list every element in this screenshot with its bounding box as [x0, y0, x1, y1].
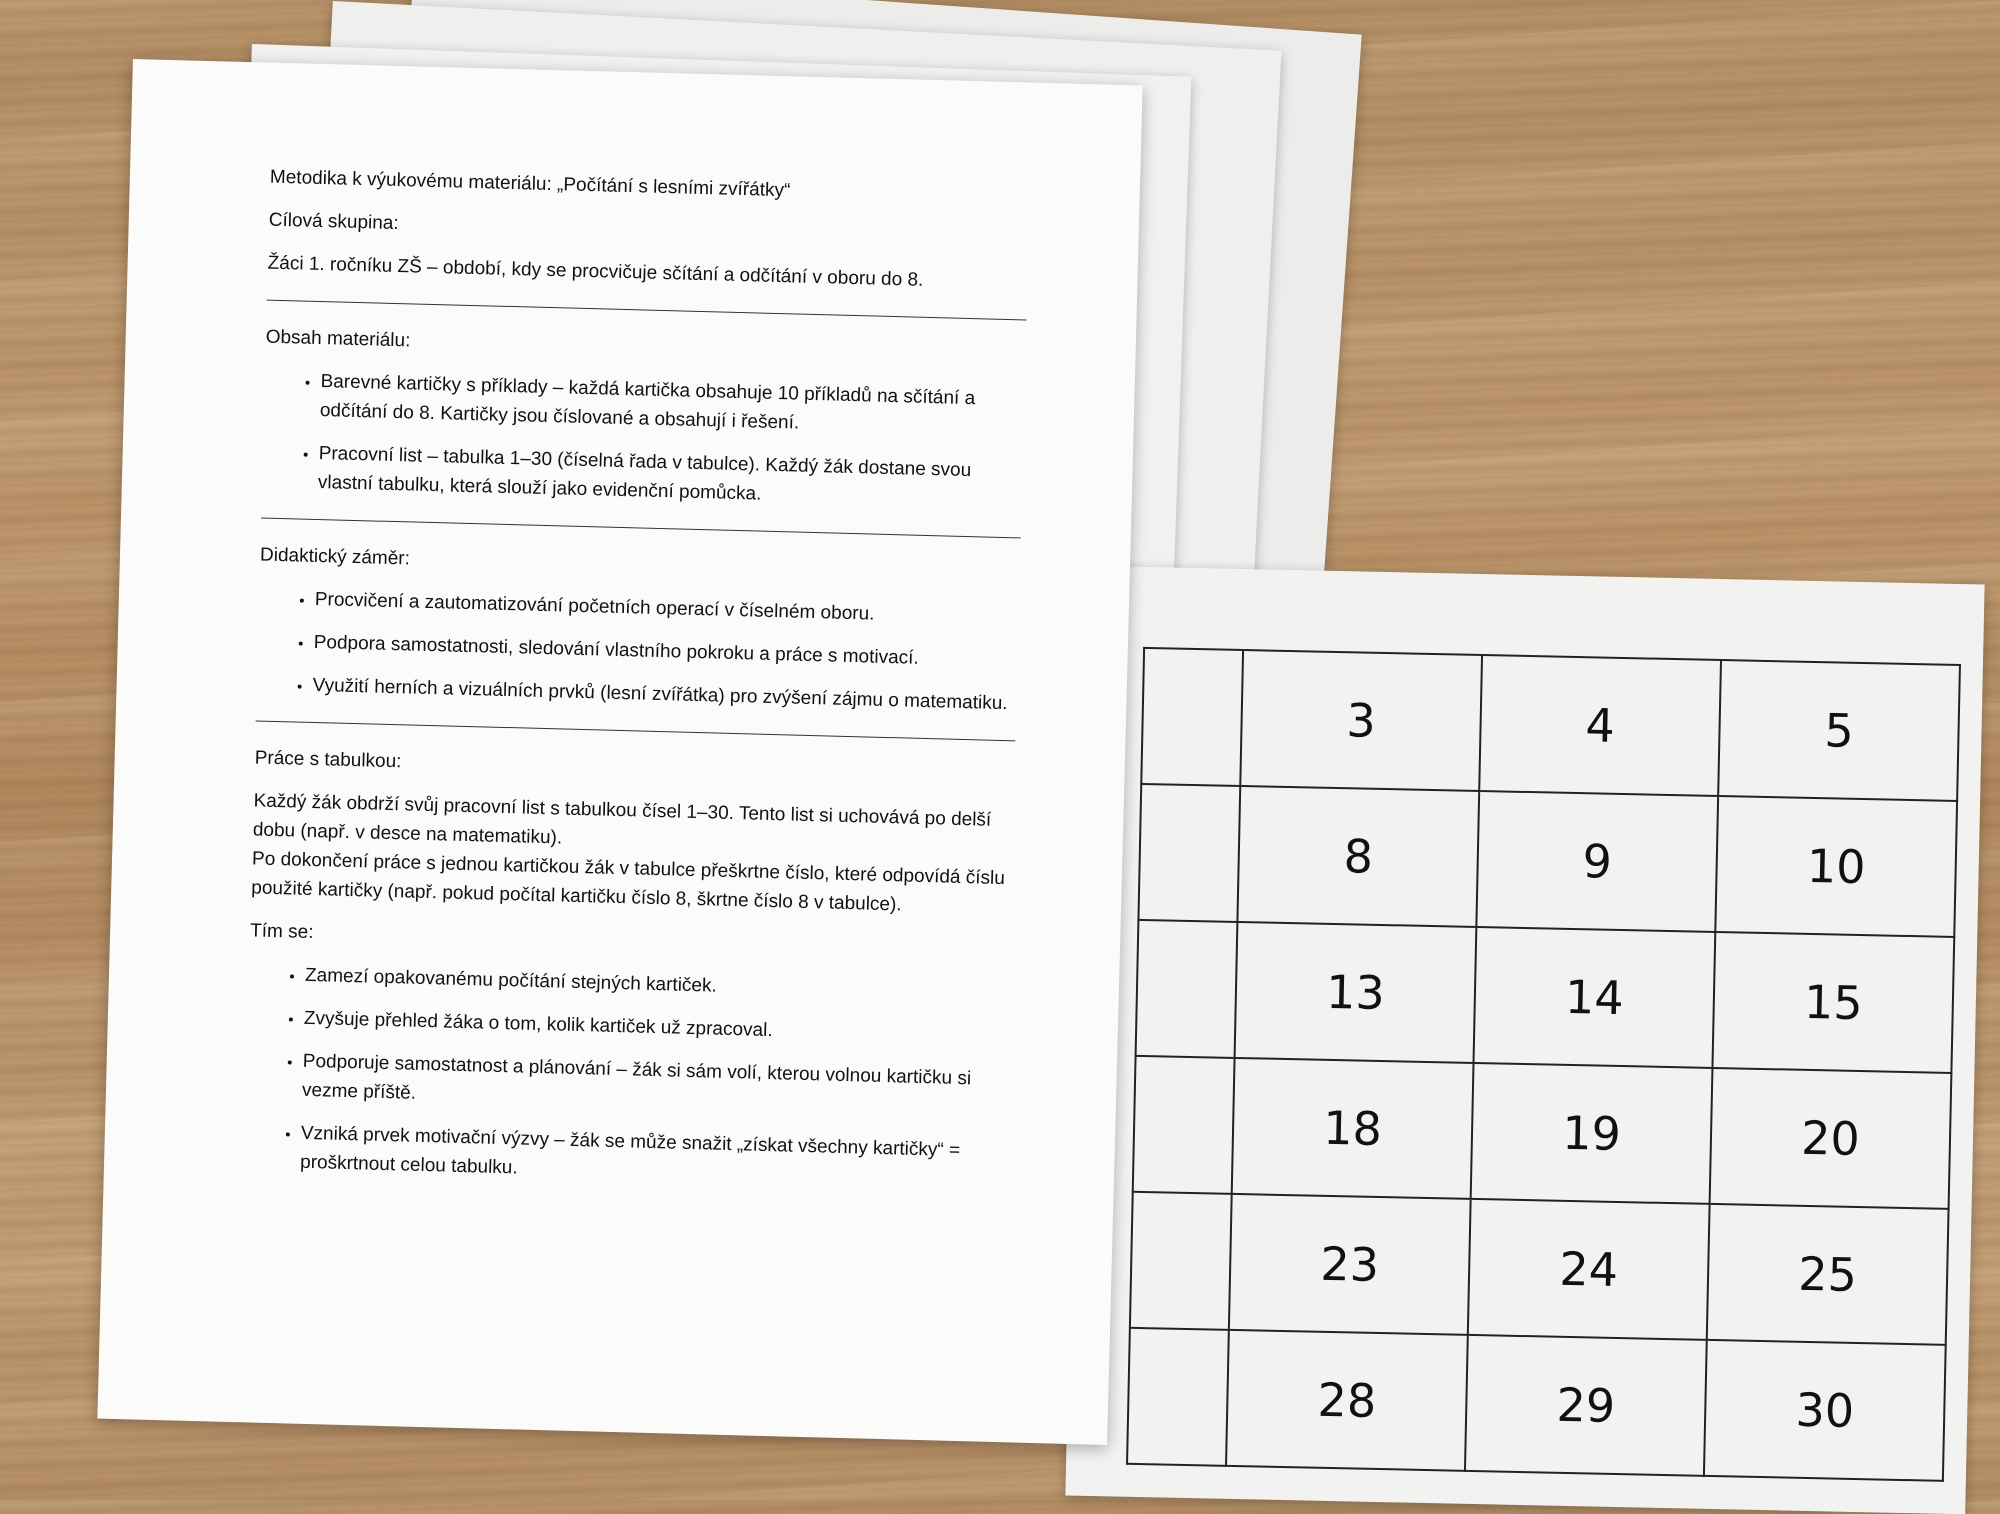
table-cell: 10 [1715, 796, 1957, 937]
table-cell [1141, 648, 1243, 786]
result-list [244, 959, 1009, 1195]
divider [256, 720, 1016, 741]
list-item: • Vzniká prvek motivační výzvy – žák se může snažit „získat všechny kartičky“ = proškrtnout celou tabulku. [300, 1119, 1005, 1195]
target-group-text: Žáci 1. ročníku ZŠ – období, kdy se procvičuje sčítání a odčítání v oboru do 8. [267, 252, 924, 291]
number-table-worksheet [1065, 566, 1984, 1514]
content-list [262, 366, 1025, 516]
table-cell: 14 [1474, 927, 1716, 1068]
table-cell: 24 [1468, 1199, 1710, 1340]
list-item: • Pracovní list – tabulka 1–30 (číselná řada v tabulce). Každý žák dostane svou vlastní tabulku, která slouží jako evidenční pomůcka. [318, 439, 1023, 515]
table-cell: 19 [1471, 1063, 1713, 1204]
table-cell: 29 [1465, 1335, 1707, 1476]
list-item: • Využití herních a vizuálních prvků (lesní zvířátka) pro zvýšení zájmu o matematiku. [312, 671, 1017, 718]
document-title: Metodika k výukovému materiálu: „Počítání s lesními zvířátky“ [269, 166, 791, 202]
methodology-document [97, 59, 1142, 1445]
table-row [1133, 1056, 1952, 1209]
table-cell [1136, 920, 1238, 1058]
target-group-heading: Cílová skupina: [268, 209, 399, 235]
table-cell [1133, 1056, 1235, 1194]
table-cell: 8 [1237, 786, 1479, 927]
list-item: • Zvyšuje přehled žáka o tom, kolik kartiček už zpracoval. [304, 1004, 1009, 1051]
result-heading: Tím se: [249, 920, 314, 944]
table-work-paragraph: Každý žák obdrží svůj pracovní list s tabulkou čísel 1–30. Tento list si uchovává po delší dobu (např. v desce na matematiku). [252, 790, 992, 849]
table-row [1136, 920, 1955, 1073]
table-row [1138, 784, 1957, 937]
table-cell: 30 [1704, 1340, 1946, 1481]
table-row [1141, 648, 1960, 801]
document-body [243, 163, 1030, 1214]
table-work-paragraph: Po dokončení práce s jednou kartičkou žák v tabulce přeškrtne číslo, které odpovídá číslu použité kartičky (např. pokud počítal kartičku číslo 8, škrtne číslo 8 v tabulce). [251, 848, 1006, 916]
number-table [1126, 647, 1961, 1482]
table-cell: 4 [1479, 655, 1721, 796]
table-cell: 15 [1712, 932, 1954, 1073]
list-item: • Podpora samostatnosti, sledování vlastního pokroku a práce s motivací. [313, 628, 1018, 675]
table-cell: 20 [1710, 1068, 1952, 1209]
table-cell: 5 [1718, 660, 1960, 801]
table-work-heading: Práce s tabulkou: [254, 747, 402, 773]
table-cell: 28 [1226, 1330, 1468, 1471]
divider [267, 300, 1027, 321]
table-cell: 9 [1476, 791, 1718, 932]
list-item: • Procvičení a zautomatizování početních operací v číselném oboru. [315, 585, 1020, 632]
didactic-list [256, 583, 1019, 718]
list-item: • Zamezí opakovanému počítání stejných kartiček. [305, 961, 1010, 1008]
divider [261, 518, 1021, 539]
didactic-heading: Didaktický záměr: [259, 544, 411, 570]
list-item: • Podporuje samostatnost a plánování – žák si sám volí, kterou volnou kartičku si vezme příště. [302, 1047, 1007, 1123]
table-cell [1130, 1192, 1232, 1330]
table-row [1127, 1328, 1946, 1481]
table-cell [1138, 784, 1240, 922]
table-cell: 18 [1232, 1058, 1474, 1199]
table-cell: 23 [1229, 1194, 1471, 1335]
content-heading: Obsah materiálu: [265, 326, 411, 352]
table-cell: 13 [1235, 922, 1477, 1063]
table-cell: 25 [1707, 1204, 1949, 1345]
table-cell: 3 [1240, 650, 1482, 791]
table-cell [1127, 1328, 1229, 1466]
table-row [1130, 1192, 1949, 1345]
list-item: • Barevné kartičky s příklady – každá kartička obsahuje 10 příkladů na sčítání a odčítání do 8. Kartičky jsou číslované a obsahují i řešení. [319, 367, 1024, 443]
